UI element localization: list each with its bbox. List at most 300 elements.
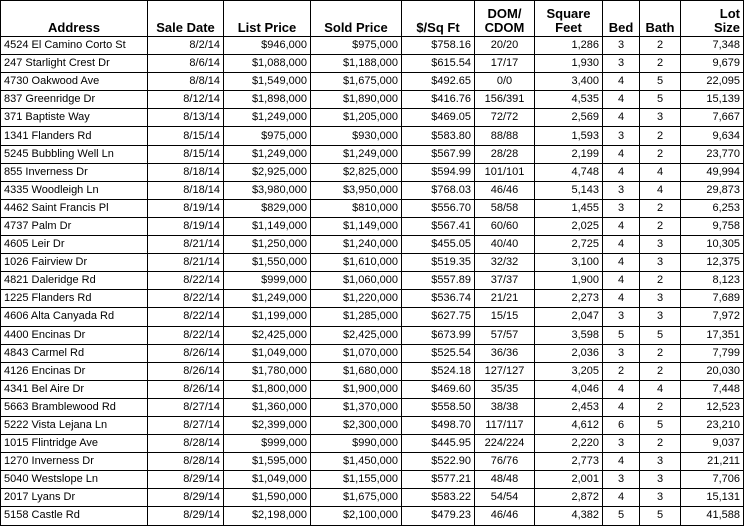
cell-sale-date: 8/19/14 [148,217,224,235]
cell-square-feet: 1,900 [535,272,603,290]
table-row [1,435,744,453]
cell-lot-size: 7,667 [681,109,744,127]
cell-list-price: $1,199,000 [224,308,311,326]
cell-list-price: $2,925,000 [224,163,311,181]
cell-bath: 2 [640,145,681,163]
cell-square-feet: 2,872 [535,489,603,507]
cell-square-feet: 5,143 [535,181,603,199]
cell-price-per-sqft: $479.23 [402,507,475,525]
cell-address: 247 Starlight Crest Dr [1,55,148,73]
cell-dom-cdom: 58/58 [475,199,535,217]
cell-list-price: $1,149,000 [224,217,311,235]
cell-sale-date: 8/26/14 [148,344,224,362]
cell-list-price: $1,550,000 [224,254,311,272]
cell-bath: 3 [640,308,681,326]
cell-list-price: $2,198,000 [224,507,311,525]
cell-bed: 3 [603,435,640,453]
cell-sale-date: 8/22/14 [148,326,224,344]
cell-square-feet: 2,199 [535,145,603,163]
cell-list-price: $1,249,000 [224,145,311,163]
cell-bath: 4 [640,181,681,199]
cell-bed: 4 [603,380,640,398]
cell-bed: 3 [603,471,640,489]
cell-price-per-sqft: $492.65 [402,73,475,91]
cell-list-price: $1,249,000 [224,109,311,127]
cell-bed: 4 [603,398,640,416]
cell-bath: 2 [640,127,681,145]
table-row [1,290,744,308]
cell-address: 2017 Lyans Dr [1,489,148,507]
cell-price-per-sqft: $627.75 [402,308,475,326]
cell-bath: 2 [640,344,681,362]
table-body [1,37,744,526]
cell-price-per-sqft: $469.60 [402,380,475,398]
cell-price-per-sqft: $758.16 [402,37,475,55]
cell-price-per-sqft: $522.90 [402,453,475,471]
cell-address: 4335 Woodleigh Ln [1,181,148,199]
cell-list-price: $1,249,000 [224,290,311,308]
cell-dom-cdom: 60/60 [475,217,535,235]
cell-bed: 5 [603,326,640,344]
cell-dom-cdom: 156/391 [475,91,535,109]
cell-dom-cdom: 17/17 [475,55,535,73]
cell-sale-date: 8/15/14 [148,127,224,145]
table-row [1,272,744,290]
cell-price-per-sqft: $455.05 [402,236,475,254]
cell-list-price: $1,898,000 [224,91,311,109]
cell-bath: 2 [640,398,681,416]
table-row [1,362,744,380]
cell-lot-size: 17,351 [681,326,744,344]
cell-dom-cdom: 35/35 [475,380,535,398]
cell-address: 5222 Vista Lejana Ln [1,416,148,434]
cell-bed: 3 [603,55,640,73]
cell-address: 4462 Saint Francis Pl [1,199,148,217]
header-address: Address [1,1,148,37]
cell-sale-date: 8/22/14 [148,308,224,326]
table-row [1,73,744,91]
cell-price-per-sqft: $594.99 [402,163,475,181]
cell-dom-cdom: 0/0 [475,73,535,91]
cell-bath: 3 [640,236,681,254]
cell-lot-size: 7,706 [681,471,744,489]
header-lot-size: Lot Size [681,1,744,37]
cell-bed: 4 [603,109,640,127]
cell-bath: 3 [640,254,681,272]
cell-price-per-sqft: $519.35 [402,254,475,272]
cell-bath: 3 [640,489,681,507]
cell-square-feet: 3,100 [535,254,603,272]
cell-bath: 2 [640,435,681,453]
cell-bed: 4 [603,73,640,91]
cell-bath: 5 [640,326,681,344]
cell-bed: 3 [603,308,640,326]
cell-square-feet: 2,001 [535,471,603,489]
cell-dom-cdom: 37/37 [475,272,535,290]
cell-dom-cdom: 38/38 [475,398,535,416]
cell-bath: 2 [640,362,681,380]
cell-bath: 5 [640,416,681,434]
cell-address: 371 Baptiste Way [1,109,148,127]
cell-sold-price: $1,610,000 [311,254,402,272]
cell-price-per-sqft: $567.41 [402,217,475,235]
cell-sale-date: 8/21/14 [148,254,224,272]
cell-list-price: $1,360,000 [224,398,311,416]
cell-list-price: $999,000 [224,272,311,290]
cell-price-per-sqft: $577.21 [402,471,475,489]
cell-square-feet: 3,598 [535,326,603,344]
header-sale-date: Sale Date [148,1,224,37]
header-sold-price: Sold Price [311,1,402,37]
cell-lot-size: 12,523 [681,398,744,416]
cell-bath: 5 [640,91,681,109]
cell-sold-price: $2,425,000 [311,326,402,344]
cell-sold-price: $990,000 [311,435,402,453]
cell-sale-date: 8/6/14 [148,55,224,73]
cell-bed: 3 [603,344,640,362]
cell-bath: 2 [640,272,681,290]
cell-dom-cdom: 36/36 [475,344,535,362]
cell-sold-price: $1,370,000 [311,398,402,416]
cell-address: 4606 Alta Canyada Rd [1,308,148,326]
cell-sold-price: $1,149,000 [311,217,402,235]
cell-bath: 2 [640,199,681,217]
cell-square-feet: 4,612 [535,416,603,434]
cell-list-price: $2,425,000 [224,326,311,344]
cell-sold-price: $1,680,000 [311,362,402,380]
cell-lot-size: 15,131 [681,489,744,507]
cell-sold-price: $2,300,000 [311,416,402,434]
header-price-per-sqft: $/Sq Ft [402,1,475,37]
table-row [1,308,744,326]
cell-bath: 4 [640,163,681,181]
cell-bed: 4 [603,91,640,109]
cell-lot-size: 6,253 [681,199,744,217]
cell-lot-size: 7,799 [681,344,744,362]
cell-sold-price: $1,285,000 [311,308,402,326]
cell-address: 4341 Bel Aire Dr [1,380,148,398]
cell-lot-size: 23,210 [681,416,744,434]
cell-bath: 3 [640,109,681,127]
table-row [1,163,744,181]
cell-lot-size: 20,030 [681,362,744,380]
cell-bed: 3 [603,37,640,55]
cell-square-feet: 3,400 [535,73,603,91]
cell-list-price: $1,250,000 [224,236,311,254]
cell-bed: 4 [603,236,640,254]
cell-bed: 4 [603,217,640,235]
cell-address: 4524 El Camino Corto St [1,37,148,55]
cell-dom-cdom: 46/46 [475,181,535,199]
cell-sale-date: 8/27/14 [148,416,224,434]
cell-square-feet: 1,593 [535,127,603,145]
cell-sold-price: $1,450,000 [311,453,402,471]
cell-price-per-sqft: $556.70 [402,199,475,217]
table-row [1,181,744,199]
cell-sale-date: 8/29/14 [148,471,224,489]
cell-sale-date: 8/8/14 [148,73,224,91]
cell-sold-price: $1,675,000 [311,489,402,507]
cell-sold-price: $1,205,000 [311,109,402,127]
cell-list-price: $1,049,000 [224,471,311,489]
cell-sale-date: 8/27/14 [148,398,224,416]
cell-bath: 4 [640,380,681,398]
cell-price-per-sqft: $498.70 [402,416,475,434]
cell-bath: 5 [640,507,681,525]
cell-sold-price: $1,900,000 [311,380,402,398]
table-row [1,91,744,109]
cell-dom-cdom: 21/21 [475,290,535,308]
cell-sold-price: $1,060,000 [311,272,402,290]
cell-lot-size: 9,634 [681,127,744,145]
cell-bed: 4 [603,163,640,181]
cell-price-per-sqft: $583.80 [402,127,475,145]
table-row [1,55,744,73]
cell-address: 1225 Flanders Rd [1,290,148,308]
cell-square-feet: 4,535 [535,91,603,109]
cell-sale-date: 8/22/14 [148,290,224,308]
cell-address: 1270 Inverness Dr [1,453,148,471]
cell-address: 855 Inverness Dr [1,163,148,181]
cell-dom-cdom: 224/224 [475,435,535,453]
cell-square-feet: 4,748 [535,163,603,181]
cell-lot-size: 9,679 [681,55,744,73]
table-row [1,109,744,127]
cell-bed: 2 [603,362,640,380]
cell-sold-price: $1,890,000 [311,91,402,109]
cell-sold-price: $1,188,000 [311,55,402,73]
table-row [1,416,744,434]
cell-lot-size: 7,972 [681,308,744,326]
cell-list-price: $1,780,000 [224,362,311,380]
table-row [1,145,744,163]
cell-square-feet: 2,569 [535,109,603,127]
cell-address: 1015 Flintridge Ave [1,435,148,453]
cell-list-price: $1,549,000 [224,73,311,91]
table-row [1,380,744,398]
cell-sale-date: 8/28/14 [148,453,224,471]
header-bath: Bath [640,1,681,37]
cell-list-price: $1,800,000 [224,380,311,398]
cell-bed: 3 [603,181,640,199]
table-row [1,489,744,507]
cell-sale-date: 8/26/14 [148,362,224,380]
cell-price-per-sqft: $673.99 [402,326,475,344]
cell-bath: 3 [640,471,681,489]
cell-lot-size: 9,758 [681,217,744,235]
cell-dom-cdom: 54/54 [475,489,535,507]
cell-lot-size: 22,095 [681,73,744,91]
cell-list-price: $1,088,000 [224,55,311,73]
table-row [1,217,744,235]
cell-sale-date: 8/18/14 [148,181,224,199]
cell-bed: 6 [603,416,640,434]
cell-address: 5663 Bramblewood Rd [1,398,148,416]
cell-sold-price: $2,825,000 [311,163,402,181]
cell-bed: 4 [603,145,640,163]
table-row [1,471,744,489]
cell-sale-date: 8/12/14 [148,91,224,109]
cell-address: 4821 Daleridge Rd [1,272,148,290]
table-row [1,398,744,416]
cell-dom-cdom: 28/28 [475,145,535,163]
cell-lot-size: 49,994 [681,163,744,181]
cell-list-price: $829,000 [224,199,311,217]
cell-sold-price: $1,249,000 [311,145,402,163]
cell-address: 5245 Bubbling Well Ln [1,145,148,163]
cell-sale-date: 8/21/14 [148,236,224,254]
cell-sale-date: 8/22/14 [148,272,224,290]
cell-bed: 4 [603,254,640,272]
cell-bed: 5 [603,507,640,525]
cell-price-per-sqft: $525.54 [402,344,475,362]
cell-sold-price: $930,000 [311,127,402,145]
cell-list-price: $3,980,000 [224,181,311,199]
cell-bath: 3 [640,290,681,308]
cell-list-price: $1,049,000 [224,344,311,362]
cell-sale-date: 8/26/14 [148,380,224,398]
cell-sale-date: 8/15/14 [148,145,224,163]
cell-address: 4730 Oakwood Ave [1,73,148,91]
cell-dom-cdom: 127/127 [475,362,535,380]
cell-address: 5040 Westslope Ln [1,471,148,489]
cell-sale-date: 8/13/14 [148,109,224,127]
cell-square-feet: 2,036 [535,344,603,362]
cell-dom-cdom: 48/48 [475,471,535,489]
table-row [1,326,744,344]
cell-dom-cdom: 32/32 [475,254,535,272]
cell-sale-date: 8/2/14 [148,37,224,55]
cell-square-feet: 4,046 [535,380,603,398]
cell-list-price: $999,000 [224,435,311,453]
table-row [1,254,744,272]
cell-dom-cdom: 88/88 [475,127,535,145]
cell-sale-date: 8/29/14 [148,489,224,507]
cell-bed: 4 [603,489,640,507]
cell-lot-size: 15,139 [681,91,744,109]
cell-lot-size: 23,770 [681,145,744,163]
cell-square-feet: 1,286 [535,37,603,55]
cell-address: 1341 Flanders Rd [1,127,148,145]
cell-dom-cdom: 57/57 [475,326,535,344]
cell-bed: 4 [603,453,640,471]
cell-list-price: $2,399,000 [224,416,311,434]
table-row [1,127,744,145]
cell-square-feet: 2,453 [535,398,603,416]
cell-lot-size: 41,588 [681,507,744,525]
cell-price-per-sqft: $558.50 [402,398,475,416]
header-list-price: List Price [224,1,311,37]
cell-bed: 4 [603,290,640,308]
cell-sold-price: $810,000 [311,199,402,217]
cell-sale-date: 8/28/14 [148,435,224,453]
cell-bed: 4 [603,272,640,290]
table-row [1,199,744,217]
cell-sold-price: $2,100,000 [311,507,402,525]
cell-bed: 3 [603,127,640,145]
cell-sold-price: $975,000 [311,37,402,55]
cell-address: 4400 Encinas Dr [1,326,148,344]
table-row [1,453,744,471]
cell-dom-cdom: 15/15 [475,308,535,326]
cell-bath: 2 [640,217,681,235]
cell-bed: 3 [603,199,640,217]
cell-lot-size: 21,211 [681,453,744,471]
cell-dom-cdom: 20/20 [475,37,535,55]
cell-price-per-sqft: $615.54 [402,55,475,73]
cell-list-price: $975,000 [224,127,311,145]
cell-sale-date: 8/18/14 [148,163,224,181]
cell-price-per-sqft: $557.89 [402,272,475,290]
cell-lot-size: 7,689 [681,290,744,308]
cell-square-feet: 2,725 [535,236,603,254]
cell-price-per-sqft: $583.22 [402,489,475,507]
header-dom-cdom: DOM/ CDOM [475,1,535,37]
cell-square-feet: 2,220 [535,435,603,453]
cell-lot-size: 29,873 [681,181,744,199]
table-row [1,236,744,254]
cell-square-feet: 3,205 [535,362,603,380]
table-row [1,37,744,55]
cell-sold-price: $1,675,000 [311,73,402,91]
table-row [1,507,744,525]
cell-sold-price: $3,950,000 [311,181,402,199]
cell-lot-size: 7,348 [681,37,744,55]
cell-address: 4737 Palm Dr [1,217,148,235]
cell-square-feet: 1,930 [535,55,603,73]
cell-square-feet: 2,025 [535,217,603,235]
header-bed: Bed [603,1,640,37]
cell-address: 5158 Castle Rd [1,507,148,525]
cell-sold-price: $1,155,000 [311,471,402,489]
table-row [1,344,744,362]
cell-price-per-sqft: $536.74 [402,290,475,308]
cell-list-price: $1,595,000 [224,453,311,471]
cell-lot-size: 12,375 [681,254,744,272]
cell-price-per-sqft: $524.18 [402,362,475,380]
cell-bath: 2 [640,37,681,55]
cell-price-per-sqft: $445.95 [402,435,475,453]
cell-address: 4126 Encinas Dr [1,362,148,380]
cell-list-price: $1,590,000 [224,489,311,507]
cell-bath: 3 [640,453,681,471]
cell-sold-price: $1,220,000 [311,290,402,308]
header-row [1,1,744,37]
cell-lot-size: 8,123 [681,272,744,290]
cell-dom-cdom: 76/76 [475,453,535,471]
cell-list-price: $946,000 [224,37,311,55]
cell-sale-date: 8/19/14 [148,199,224,217]
cell-square-feet: 2,047 [535,308,603,326]
cell-address: 4843 Carmel Rd [1,344,148,362]
cell-dom-cdom: 101/101 [475,163,535,181]
header-square-feet: Square Feet [535,1,603,37]
cell-address: 1026 Fairview Dr [1,254,148,272]
cell-dom-cdom: 40/40 [475,236,535,254]
cell-price-per-sqft: $469.05 [402,109,475,127]
cell-bath: 2 [640,55,681,73]
cell-price-per-sqft: $768.03 [402,181,475,199]
cell-lot-size: 9,037 [681,435,744,453]
cell-address: 4605 Leir Dr [1,236,148,254]
cell-square-feet: 1,455 [535,199,603,217]
cell-lot-size: 10,305 [681,236,744,254]
cell-sold-price: $1,240,000 [311,236,402,254]
cell-bath: 5 [640,73,681,91]
cell-dom-cdom: 117/117 [475,416,535,434]
cell-dom-cdom: 46/46 [475,507,535,525]
cell-price-per-sqft: $567.99 [402,145,475,163]
